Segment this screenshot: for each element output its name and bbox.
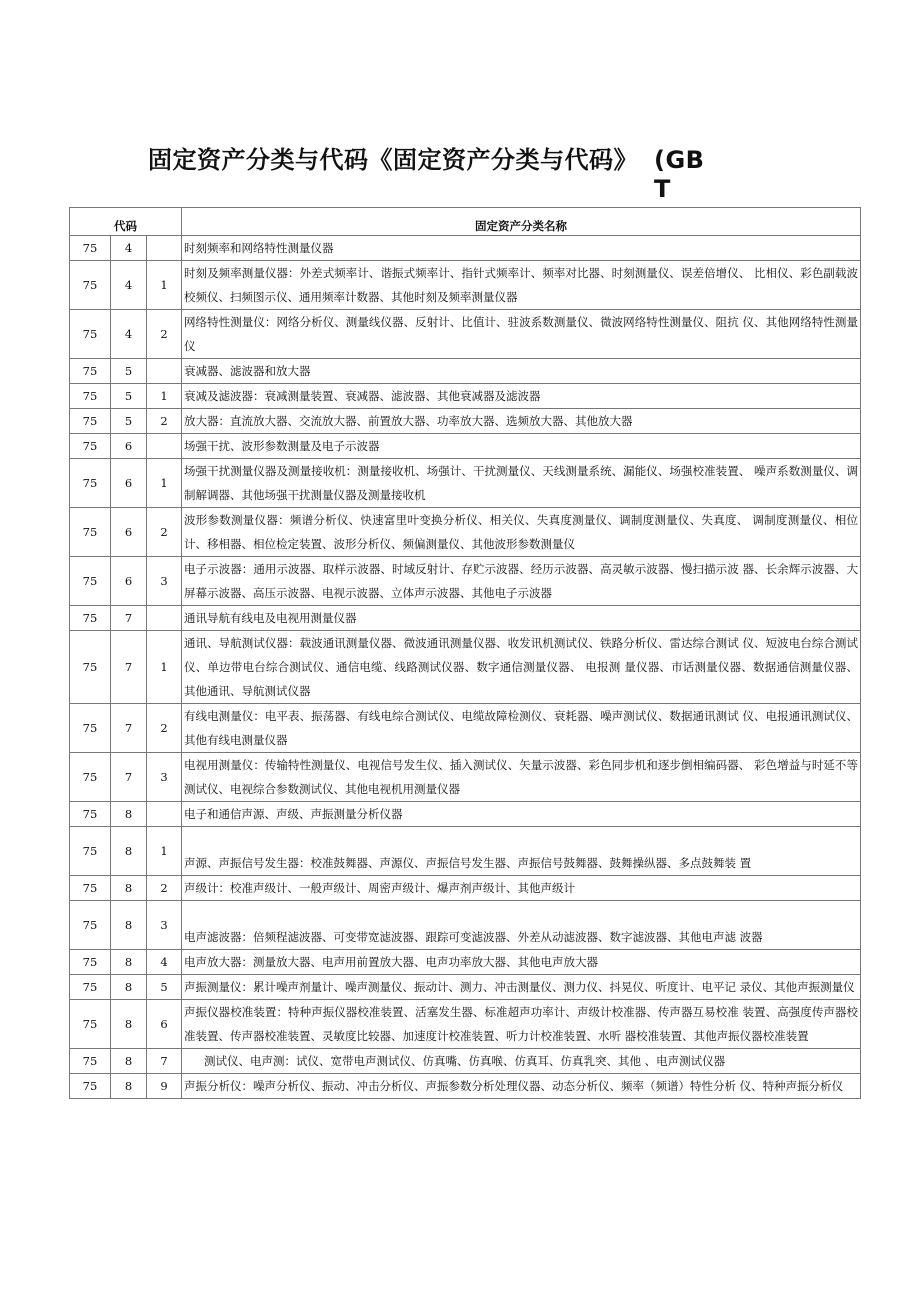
code-cell-b: 6 bbox=[111, 434, 147, 459]
code-cell-b: 6 bbox=[111, 557, 147, 606]
table-row bbox=[70, 310, 861, 359]
code-cell-c: 2 bbox=[147, 409, 182, 434]
code-cell-b: 8 bbox=[111, 876, 147, 901]
code-cell-a: 75 bbox=[70, 606, 111, 631]
table-row bbox=[70, 606, 861, 631]
code-cell-c: 1 bbox=[147, 459, 182, 508]
category-name-cell: 通讯、导航测试仪器：载波通讯测量仪器、微波通讯测量仪器、收发讯机测试仪、铁路分析仪、雷达综合测试 仪、短波电台综合测试仪、单边带电台综合测试仪、通信电缆、线路测试仪器、数字通信测量仪器、 电报测 量仪器、市话测量仪器、数据通信测量仪器、其他通讯、导航测试仪器 bbox=[182, 631, 861, 704]
category-name-cell: 放大器：直流放大器、交流放大器、前置放大器、功率放大器、选频放大器、其他放大器 bbox=[182, 409, 861, 434]
code-cell-b: 8 bbox=[111, 950, 147, 975]
code-cell-c bbox=[147, 359, 182, 384]
code-cell-b: 8 bbox=[111, 1049, 147, 1074]
code-cell-a: 75 bbox=[70, 1074, 111, 1099]
asset-classification-table bbox=[69, 207, 861, 1099]
code-cell-b: 6 bbox=[111, 508, 147, 557]
category-name-cell: 场强干扰测量仪器及测量接收机：测量接收机、场强计、干扰测量仪、天线测量系统、漏能仪、场强校准装置、 噪声系数测量仪、调制解调器、其他场强干扰测量仪器及测量接收机 bbox=[182, 459, 861, 508]
table-row bbox=[70, 384, 861, 409]
category-name-cell: 声振分析仪：噪声分析仪、振动、冲击分析仪、声振参数分析处理仪器、动态分析仪、频率（频谱）特性分析 仪、特种声振分析仪 bbox=[182, 1074, 861, 1099]
table-row bbox=[70, 508, 861, 557]
table-row bbox=[70, 802, 861, 827]
table-row bbox=[70, 459, 861, 508]
code-cell-c: 3 bbox=[147, 753, 182, 802]
header-name: 固定资产分类名称 bbox=[182, 208, 861, 236]
code-cell-a: 75 bbox=[70, 557, 111, 606]
code-cell-a: 75 bbox=[70, 1000, 111, 1049]
code-cell-a: 75 bbox=[70, 827, 111, 876]
code-cell-b: 7 bbox=[111, 606, 147, 631]
category-name-cell: 时刻频率和网络特性测量仪器 bbox=[182, 236, 861, 261]
table-row bbox=[70, 1000, 861, 1049]
category-name-cell: 电子和通信声源、声级、声振测量分析仪器 bbox=[182, 802, 861, 827]
category-name-cell: 有线电测量仪：电平表、振荡器、有线电综合测试仪、电缆故障检测仪、衰耗器、噪声测试仪、数据通讯测试 仪、电报通讯测试仪、其他有线电测量仪器 bbox=[182, 704, 861, 753]
code-cell-b: 7 bbox=[111, 753, 147, 802]
code-cell-b: 8 bbox=[111, 827, 147, 876]
code-cell-c: 3 bbox=[147, 557, 182, 606]
table-row bbox=[70, 827, 861, 876]
code-cell-b: 4 bbox=[111, 261, 147, 310]
code-cell-b: 8 bbox=[111, 901, 147, 950]
code-cell-a: 75 bbox=[70, 310, 111, 359]
code-cell-b: 8 bbox=[111, 1000, 147, 1049]
code-cell-c bbox=[147, 236, 182, 261]
code-cell-a: 75 bbox=[70, 753, 111, 802]
table-row bbox=[70, 901, 861, 950]
code-cell-b: 7 bbox=[111, 704, 147, 753]
code-cell-a: 75 bbox=[70, 876, 111, 901]
category-name-cell: 场强干扰、波形参数测量及电子示波器 bbox=[182, 434, 861, 459]
code-cell-a: 75 bbox=[70, 236, 111, 261]
table-row bbox=[70, 1049, 861, 1074]
category-name-cell: 波形参数测量仪器：频谱分析仪、快速富里叶变换分析仪、相关仪、失真度测量仪、调制度测量仪、失真度、 调制度测量仪、相位计、移相器、相位检定装置、波形分析仪、频偏测量仪、其他波形参数测量仪 bbox=[182, 508, 861, 557]
page-title bbox=[148, 146, 788, 204]
code-cell-c: 2 bbox=[147, 310, 182, 359]
code-cell-a: 75 bbox=[70, 409, 111, 434]
code-cell-b: 8 bbox=[111, 1074, 147, 1099]
category-name-cell: 测试仪、电声测：试仪、宽带电声测试仪、仿真嘴、仿真喉、仿真耳、仿真乳突、其他 、电声测试仪器 bbox=[182, 1049, 861, 1074]
code-cell-c: 2 bbox=[147, 704, 182, 753]
code-cell-b: 8 bbox=[111, 802, 147, 827]
code-cell-a: 75 bbox=[70, 459, 111, 508]
table-row bbox=[70, 359, 861, 384]
category-name-cell: 电视用测量仪：传输特性测量仪、电视信号发生仪、插入测试仪、矢量示波器、彩色同步机和逐步倒相编码器、 彩色增益与时延不等测试仪、电视综合参数测试仪、其他电视机用测量仪器 bbox=[182, 753, 861, 802]
table-row bbox=[70, 434, 861, 459]
code-cell-b: 7 bbox=[111, 631, 147, 704]
table-row bbox=[70, 950, 861, 975]
header-code: 代码 bbox=[70, 208, 182, 236]
code-cell-a: 75 bbox=[70, 901, 111, 950]
table-row bbox=[70, 876, 861, 901]
code-cell-c: 3 bbox=[147, 901, 182, 950]
code-cell-c: 9 bbox=[147, 1074, 182, 1099]
code-cell-c: 1 bbox=[147, 261, 182, 310]
category-name-cell: 时刻及频率测量仪器：外差式频率计、谐振式频率计、指针式频率计、频率对比器、时刻测量仪、误差倍增仪、 比相仪、彩色副载波校频仪、扫频图示仪、通用频率计数器、其他时刻及频率测量仪器 bbox=[182, 261, 861, 310]
code-cell-c: 5 bbox=[147, 975, 182, 1000]
table-row bbox=[70, 409, 861, 434]
code-cell-c: 2 bbox=[147, 876, 182, 901]
code-cell-c: 1 bbox=[147, 631, 182, 704]
table-row bbox=[70, 975, 861, 1000]
code-cell-a: 75 bbox=[70, 434, 111, 459]
code-cell-a: 75 bbox=[70, 1049, 111, 1074]
category-name-cell: 声源、声振信号发生器：校准鼓舞器、声源仪、声振信号发生器、声振信号鼓舞器、鼓舞操纵器、多点鼓舞装 置 bbox=[182, 827, 861, 876]
table-body bbox=[70, 236, 861, 1099]
code-cell-b: 8 bbox=[111, 975, 147, 1000]
category-name-cell: 声振仪器校准装置：特种声振仪器校准装置、活塞发生器、标准超声功率计、声级计校准器、传声器互易校准 装置、高强度传声器校准装置、传声器校准装置、灵敏度比较器、加速度计校准装置、听力计校准装置、水听 器校准装置、其他声振仪器校准装置 bbox=[182, 1000, 861, 1049]
code-cell-a: 75 bbox=[70, 359, 111, 384]
code-cell-b: 5 bbox=[111, 384, 147, 409]
code-cell-a: 75 bbox=[70, 950, 111, 975]
code-cell-a: 75 bbox=[70, 508, 111, 557]
table-row bbox=[70, 236, 861, 261]
code-cell-c: 4 bbox=[147, 950, 182, 975]
code-cell-a: 75 bbox=[70, 802, 111, 827]
category-name-cell: 通讯导航有线电及电视用测量仪器 bbox=[182, 606, 861, 631]
code-cell-a: 75 bbox=[70, 704, 111, 753]
table-row bbox=[70, 704, 861, 753]
code-cell-b: 5 bbox=[111, 409, 147, 434]
code-cell-c bbox=[147, 802, 182, 827]
code-cell-b: 4 bbox=[111, 310, 147, 359]
table-row bbox=[70, 753, 861, 802]
table-row bbox=[70, 557, 861, 606]
category-name-cell: 衰减器、滤波器和放大器 bbox=[182, 359, 861, 384]
table-header-row bbox=[70, 208, 861, 236]
category-name-cell: 电声滤波器：倍频程滤波器、可变带宽滤波器、跟踪可变滤波器、外差从动滤波器、数字滤波器、其他电声滤 波器 bbox=[182, 901, 861, 950]
category-name-cell: 电子示波器：通用示波器、取样示波器、时域反射计、存贮示波器、经历示波器、高灵敏示波器、慢扫描示波 器、长余辉示波器、大屏幕示波器、高压示波器、电视示波器、立体声示波器、其他电子示波器 bbox=[182, 557, 861, 606]
code-cell-c: 1 bbox=[147, 384, 182, 409]
category-name-cell: 声振测量仪：累计噪声剂量计、噪声测量仪、振动计、测力、冲击测量仪、测力仪、抖晃仪、听度计、电平记 录仪、其他声振测量仪 bbox=[182, 975, 861, 1000]
code-cell-c: 7 bbox=[147, 1049, 182, 1074]
category-name-cell: 衰减及滤波器：衰减测量装置、衰减器、滤波器、其他衰减器及滤波器 bbox=[182, 384, 861, 409]
code-cell-c bbox=[147, 434, 182, 459]
code-cell-c: 6 bbox=[147, 1000, 182, 1049]
code-cell-a: 75 bbox=[70, 975, 111, 1000]
code-cell-b: 4 bbox=[111, 236, 147, 261]
category-name-cell: 网络特性测量仪：网络分析仪、测量线仪器、反射计、比值计、驻波系数测量仪、微波网络特性测量仪、阻抗 仪、其他网络特性测量仪 bbox=[182, 310, 861, 359]
code-cell-a: 75 bbox=[70, 261, 111, 310]
title-suffix: (GB T bbox=[654, 146, 705, 203]
table-row bbox=[70, 631, 861, 704]
code-cell-c: 2 bbox=[147, 508, 182, 557]
category-name-cell: 声级计：校准声级计、一般声级计、周密声级计、爆声剂声级计、其他声级计 bbox=[182, 876, 861, 901]
code-cell-b: 5 bbox=[111, 359, 147, 384]
code-cell-a: 75 bbox=[70, 384, 111, 409]
code-cell-c bbox=[147, 606, 182, 631]
code-cell-a: 75 bbox=[70, 631, 111, 704]
table-row bbox=[70, 261, 861, 310]
category-name-cell: 电声放大器：测量放大器、电声用前置放大器、电声功率放大器、其他电声放大器 bbox=[182, 950, 861, 975]
code-cell-b: 6 bbox=[111, 459, 147, 508]
table-row bbox=[70, 1074, 861, 1099]
code-cell-c: 1 bbox=[147, 827, 182, 876]
title-main: 固定资产分类与代码《固定资产分类与代码》 bbox=[148, 146, 638, 174]
